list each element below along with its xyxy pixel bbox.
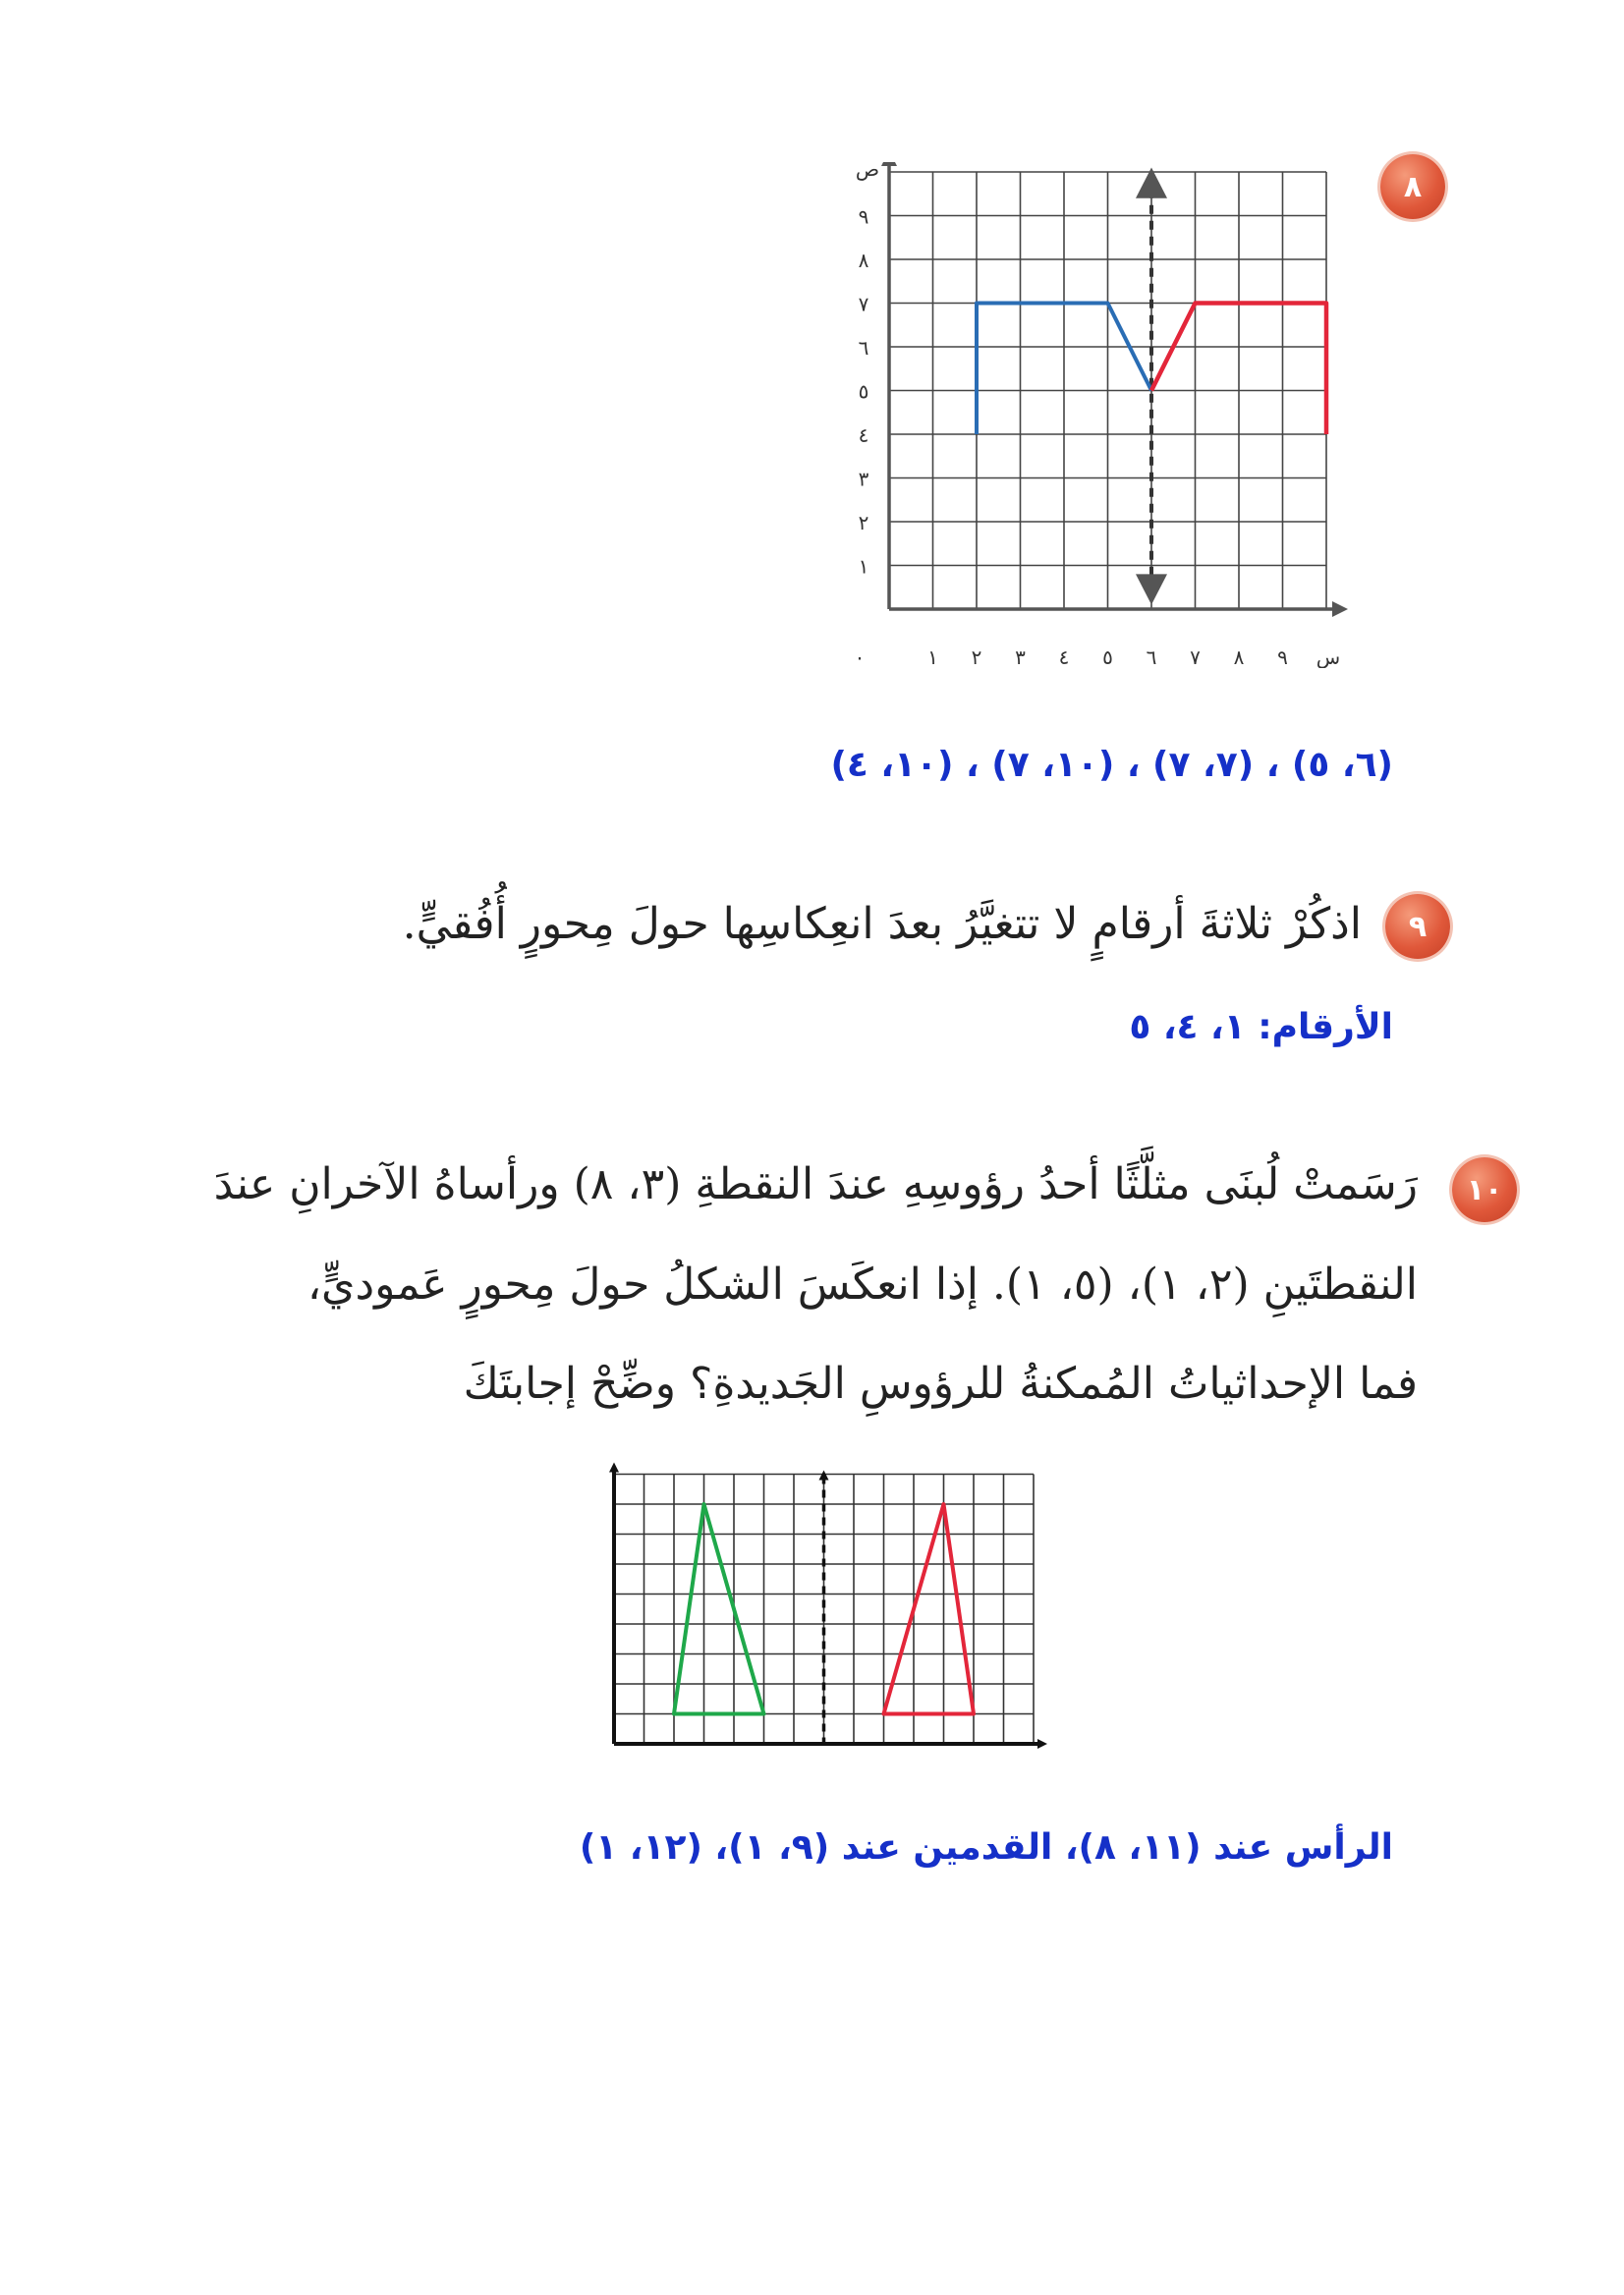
- q10-answer: الرأس عند (١١، ٨)، القدمين عند (٩، ١)، (١٢، ١): [579, 1827, 1393, 1868]
- y-tick-label: ٨: [858, 249, 869, 272]
- y-tick-label: ٥: [858, 379, 869, 404]
- q10-question-line-3: فما الإحداثياتُ المُمكنةُ للرؤوسِ الجَديدةِ؟ وضِّحْ إجابتَكَ: [463, 1359, 1418, 1409]
- y-axis-label: ص: [855, 162, 880, 181]
- reflected-triangle: [884, 1504, 975, 1714]
- x-axis-arrow: [1332, 601, 1348, 617]
- reflection-graph-8: [820, 162, 1351, 668]
- x-tick-label: ١: [927, 645, 938, 668]
- question-9-badge: ٩: [1385, 894, 1450, 959]
- y-axis-arrow: [881, 162, 897, 166]
- y-tick-label: ٢: [858, 511, 869, 534]
- mirror-arrow-bottom: [1136, 574, 1167, 604]
- x-tick-label: ٩: [1277, 645, 1288, 668]
- y-tick-label: ٩: [858, 204, 869, 229]
- y-tick-label: ٤: [858, 423, 869, 447]
- y-tick-label: ٦: [858, 336, 869, 360]
- q8-answer: (٦، ٥) ، (٧، ٧) ، (١٠، ٧) ، (١٠، ٤): [830, 745, 1393, 785]
- x-tick-label: ٢: [971, 645, 982, 668]
- y-axis-arrow: [609, 1463, 619, 1473]
- reflection-graph-10: [594, 1449, 1051, 1768]
- x-tick-label: ٠: [854, 645, 866, 668]
- x-axis-arrow: [1037, 1739, 1047, 1749]
- x-tick-label: ٦: [1146, 645, 1157, 668]
- mirror-arrow: [819, 1471, 829, 1481]
- x-tick-label: ٨: [1233, 645, 1245, 668]
- x-tick-label: ٤: [1058, 645, 1070, 668]
- q9-question: اذكُرْ ثلاثةَ أرقامٍ لا تتغيَّرُ بعدَ انعِكاسِها حولَ مِحورٍ أُفُقيٍّ.: [402, 899, 1362, 949]
- y-tick-label: ١: [858, 554, 869, 579]
- question-8-badge: ٨: [1380, 154, 1445, 219]
- x-tick-label: ٧: [1190, 645, 1201, 668]
- q9-answer: الأرقام: ١، ٤، ٥: [1129, 1007, 1393, 1047]
- original-triangle: [674, 1504, 764, 1714]
- q10-question-line-2: النقطتَينِ (٢، ١)، (٥، ١). إذا انعكَسَ الشكلُ حولَ مِحورٍ عَموديٍّ،: [307, 1259, 1418, 1310]
- question-10-badge: ١٠: [1452, 1157, 1517, 1222]
- x-tick-label: ٣: [1015, 645, 1026, 668]
- x-axis-label: س: [1316, 645, 1341, 668]
- q10-question-line-1: رَسَمتْ لُبنَى مثلَّثًا أحدُ رؤوسِهِ عندَ النقطةِ (٣، ٨) ورأساهُ الآخرانِ عندَ: [213, 1159, 1418, 1209]
- y-tick-label: ٧: [858, 292, 869, 316]
- grid-lines: [881, 162, 1348, 617]
- y-tick-label: ٣: [858, 467, 869, 491]
- x-tick-label: ٥: [1102, 645, 1113, 668]
